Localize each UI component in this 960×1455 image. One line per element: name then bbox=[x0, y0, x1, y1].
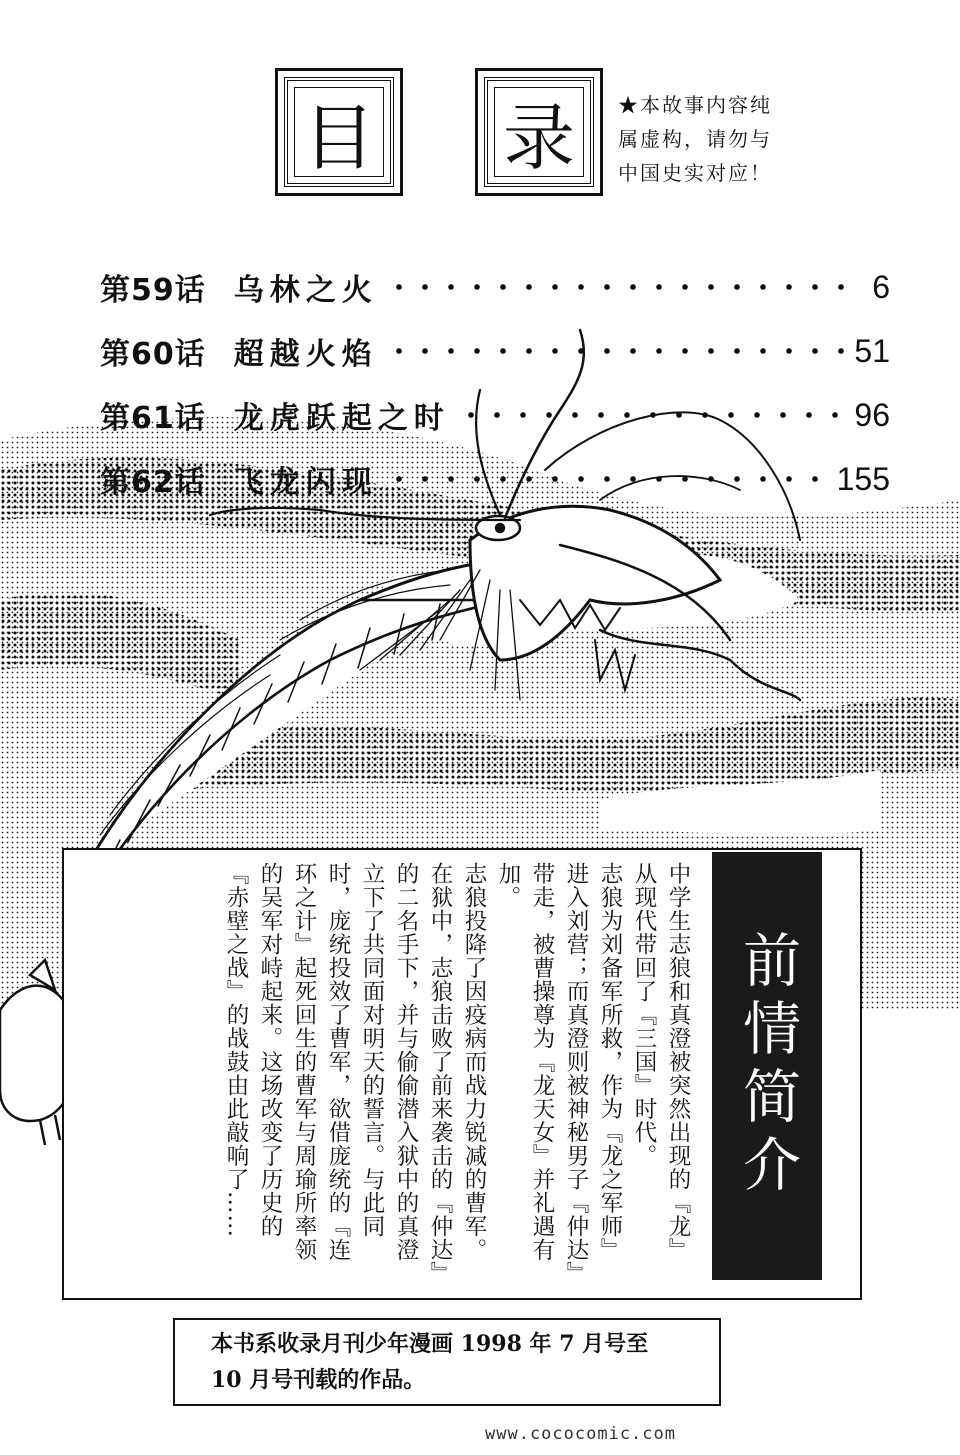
synopsis-heading: 前情简介 bbox=[733, 930, 801, 1202]
toc-page-number: 155 bbox=[836, 460, 890, 497]
toc-chapter-title: 龙虎跃起之时 bbox=[233, 401, 450, 436]
toc-entry[interactable] bbox=[100, 454, 890, 504]
publication-note-line: 10 月号刊载的作品。 bbox=[211, 1367, 426, 1393]
toc-chapter-number: 第60话 bbox=[100, 337, 206, 372]
toc-chapter-title: 乌林之火 bbox=[233, 273, 378, 308]
publication-note-line: 本书系收录月刊少年漫画 1998 年 7 月号至 bbox=[211, 1331, 649, 1357]
toc-leader-dots bbox=[386, 348, 847, 354]
toc-page-number: 96 bbox=[854, 396, 890, 433]
disclaimer-line: 属虚构，请勿与 bbox=[618, 127, 772, 151]
toc-chapter-number: 第61话 bbox=[100, 401, 206, 436]
disclaimer-line: 中国史实对应！ bbox=[618, 161, 772, 185]
toc-leader-dots bbox=[458, 412, 847, 418]
toc-entry[interactable] bbox=[100, 326, 890, 376]
toc-page-number: 51 bbox=[854, 332, 890, 369]
toc-entry[interactable] bbox=[100, 262, 890, 312]
toc-chapter-number: 第62话 bbox=[100, 465, 206, 500]
synopsis-paragraph: 志狼为刘备军所救，作为『龙之军师』进入刘营；而真澄则被神秘男子『仲达』带走，被曹操尊为『龙天女』并礼遇有加。 bbox=[495, 862, 623, 1274]
disclaimer-line: ★本故事内容纯 bbox=[618, 93, 772, 117]
publication-note bbox=[173, 1318, 721, 1406]
synopsis-heading-panel bbox=[712, 852, 822, 1280]
title-frame-mu bbox=[275, 68, 403, 196]
toc-leader-dots bbox=[386, 284, 864, 290]
toc-entry[interactable] bbox=[100, 390, 890, 440]
toc-chapter-title: 超越火焰 bbox=[233, 337, 378, 372]
disclaimer-note bbox=[618, 88, 798, 190]
toc-page-number: 6 bbox=[872, 268, 890, 305]
synopsis-paragraph: 中学生志狼和真澄被突然出现的『龙』从现代带回了『三国』时代。 bbox=[631, 862, 691, 1262]
synopsis-paragraph: 志狼投降了因疫病而战力锐减的曹军。在狱中，志狼击败了前来袭击的『仲达』的二名手下，并与偷偷潜入狱中的真澄立下了共同面对明天的誓言。与此同时，庞统投效了曹军，欲借庞统的『连环之计』起死回生的曹军与周瑜所率领的吴军对峙起来。这场改变了历史的『赤壁之战』的战鼓由此敲响了…… bbox=[223, 862, 487, 1274]
title-char-mu: 目 bbox=[302, 96, 375, 180]
title-char-lu: 录 bbox=[502, 96, 575, 180]
synopsis-body bbox=[80, 862, 695, 1282]
site-watermark: www.cococomic.com bbox=[485, 1424, 676, 1444]
toc-chapter-title: 飞龙闪现 bbox=[233, 465, 378, 500]
title-frame-lu bbox=[475, 68, 603, 196]
toc-chapter-number: 第59话 bbox=[100, 273, 206, 308]
toc-leader-dots bbox=[386, 476, 829, 482]
